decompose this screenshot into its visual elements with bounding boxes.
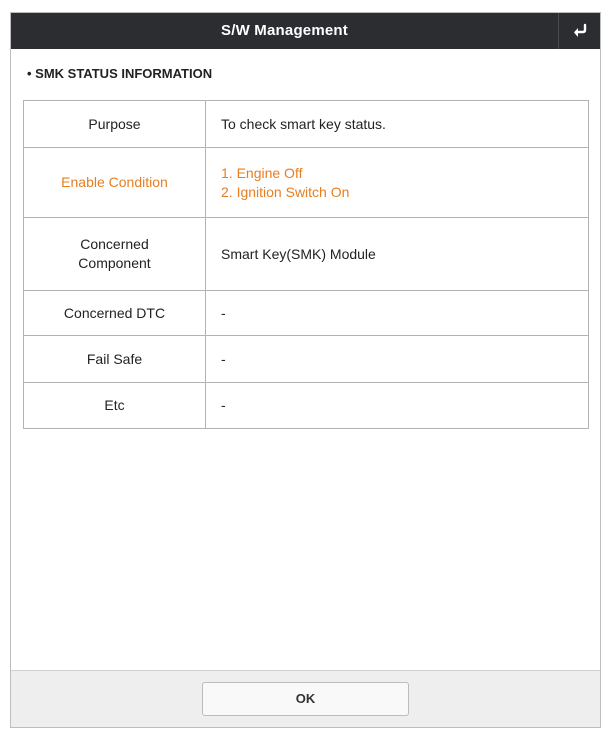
row-value: To check smart key status. <box>206 101 589 148</box>
back-button[interactable] <box>558 13 600 49</box>
row-label-line: Concerned <box>80 236 149 252</box>
sw-management-dialog <box>10 12 601 728</box>
row-label: Purpose <box>24 101 206 148</box>
row-label: Fail Safe <box>24 336 206 383</box>
dialog-footer <box>11 670 600 727</box>
table-row-concerned-component <box>24 218 589 291</box>
table-row-concerned-dtc <box>24 291 589 336</box>
return-arrow-icon <box>571 22 589 40</box>
condition-line: 1. Engine Off <box>221 164 303 181</box>
title-bar <box>11 13 600 49</box>
table-row-etc <box>24 383 589 429</box>
ok-button[interactable]: OK <box>202 682 409 716</box>
table-row-purpose <box>24 101 589 148</box>
row-label: Concerned DTC <box>24 291 206 336</box>
row-label: Etc <box>24 383 206 429</box>
condition-line: 2. Ignition Switch On <box>221 183 350 200</box>
row-value: - <box>206 291 589 336</box>
section-title: • SMK STATUS INFORMATION <box>27 66 213 81</box>
row-value: Smart Key(SMK) Module <box>206 218 589 291</box>
row-value: - <box>206 336 589 383</box>
row-value: - <box>206 383 589 429</box>
row-label-line: Component <box>78 255 151 271</box>
table-row-fail-safe <box>24 336 589 383</box>
table-row-enable-condition <box>24 148 589 218</box>
status-info-table <box>23 100 589 429</box>
row-label: Enable Condition <box>24 148 206 218</box>
row-label <box>24 218 206 291</box>
row-value <box>206 148 589 218</box>
dialog-title: S/W Management <box>221 22 348 39</box>
